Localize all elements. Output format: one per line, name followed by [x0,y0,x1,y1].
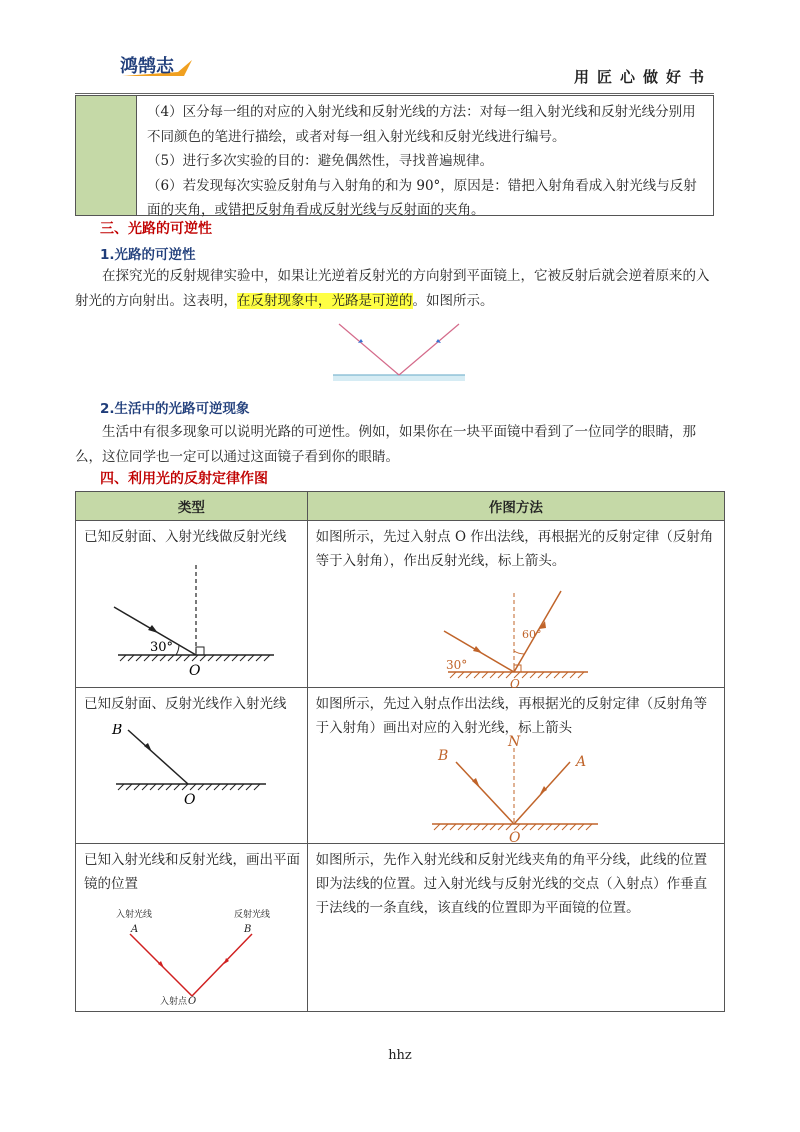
paragraph-text-a: 在探究光的反射规律实验中，如果让光逆着反射光的方向射到平面镜上，它被反射后就会逆着原来的入射光的方向射出。这表明， [75,268,710,309]
footer-text: hhz [388,1048,412,1063]
reflected-ray [128,730,188,784]
reflected-ray-label: 反射光线 [234,910,271,920]
point-b-label: B [112,724,123,738]
table-row [76,688,725,844]
note-line-4: （4）区分每一组的对应的入射光线和反射光线的方法：对每一组入射光线和反射光线分别用不同颜色的笔进行描绘，或者对每一组入射光线和反射光线进行编号。 [147,104,696,145]
incident-ray-label: 入射光线 [116,910,153,920]
angle-label: 30° [150,640,174,655]
section-3-title: 三、光路的可逆性 [100,221,212,237]
header-slogan: 用匠心做好书 [573,68,712,86]
arrow-icon [540,786,547,794]
section-4-title: 四、利用光的反射定律作图 [100,471,268,487]
incident-ray [514,762,570,824]
arrow-icon [473,646,482,653]
continuation-table [75,95,714,216]
incidence-point-label: 入射点 [160,997,188,1006]
incident-ray [339,324,399,375]
paragraph-reversibility [75,264,715,314]
row3-method-text: 如图所示，先作入射光线和反射光线夹角的角平分线，此线的位置即为法线的位置。过入射光线与反射光线的交点（入射点）作垂直于法线的一条直线，该直线的位置即为平面镜的位置。 [315,852,708,916]
point-o-label: O [508,830,521,844]
note-line-6: （6）若发现每次实验反射角与入射角的和为 90°，原因是：错把入射角看成入射光线与反射面的夹角，或错把反射角看成反射光线与反射面的夹角。 [147,177,697,218]
highlighted-text: 在反射现象中，光路是可逆的 [237,293,413,309]
point-a-label: A [131,924,139,935]
table-cell-method [307,688,724,844]
row1-question-diagram [76,551,308,681]
reflected-ray [192,934,252,996]
continuation-table-label-cell [76,96,137,215]
table-cell-type [76,844,308,1012]
row2-type-text: 已知反射面、反射光线作入射光线 [84,696,287,712]
header-divider [75,93,714,94]
row1-method-text: 如图所示，先过入射点 O 作出法线，再根据光的反射定律（反射角等于入射角），作出反射光线，标上箭头。 [315,529,714,569]
point-o-label: O [188,996,197,1006]
note-line-5: （5）进行多次实验的目的：避免偶然性，寻找普遍规律。 [147,153,494,169]
angle-label: 60° [521,628,542,641]
table-cell-type [76,521,308,688]
row1-type-text: 已知反射面、入射光线做反射光线 [84,529,287,545]
arrow-icon [148,625,158,633]
row1-answer-diagram [308,581,726,691]
point-b-label: B [244,924,252,935]
row2-method-text: 如图所示，先过入射点作出法线，再根据光的反射定律（反射角等于入射角）画出对应的入射光线，标上箭头 [315,696,708,736]
reversibility-diagram [333,320,465,384]
normal-n-label: N [507,734,520,750]
row3-type-text: 已知入射光线和反射光线，画出平面镜的位置 [84,852,300,892]
table-row [76,844,725,1012]
table-row [76,521,725,688]
table-cell-type [76,688,308,844]
subsection-1-title: 1.光路的可逆性 [100,247,196,263]
point-label: O [509,677,520,691]
reflected-ray [399,324,459,375]
subsection-2-title: 2.生活中的光路可逆现象 [100,401,250,417]
row2-answer-diagram [308,734,726,844]
point-label: O [189,663,201,679]
paragraph-text: 生活中有很多现象可以说明光路的可逆性。例如，如果你在一块平面镜中看到了一位同学的眼睛，那么，这位同学也一定可以通过这面镜子看到你的眼睛。 [75,424,696,465]
row3-question-diagram [76,906,308,1006]
continuation-table-content [137,96,713,218]
logo-text: 鸿鹄志 [120,56,174,77]
point-o-label: O [184,792,196,808]
point-a-label: A [575,754,586,770]
table-header-row [76,492,725,521]
table-cell-method [307,844,724,1012]
paragraph-life-examples [75,420,715,470]
drawing-methods-table [75,491,725,1012]
table-cell-method [307,521,724,691]
row2-question-diagram [76,724,308,824]
logo [118,52,196,82]
arrow-icon [144,743,152,752]
column-header-method: 作图方法 [307,492,724,521]
paragraph-text-b: 。如图所示。 [412,293,494,309]
reflected-ray [456,762,514,824]
point-b-label: B [437,748,448,764]
mirror-surface [333,375,465,381]
angle-label: 30° [445,658,467,672]
column-header-type: 类型 [76,492,308,521]
